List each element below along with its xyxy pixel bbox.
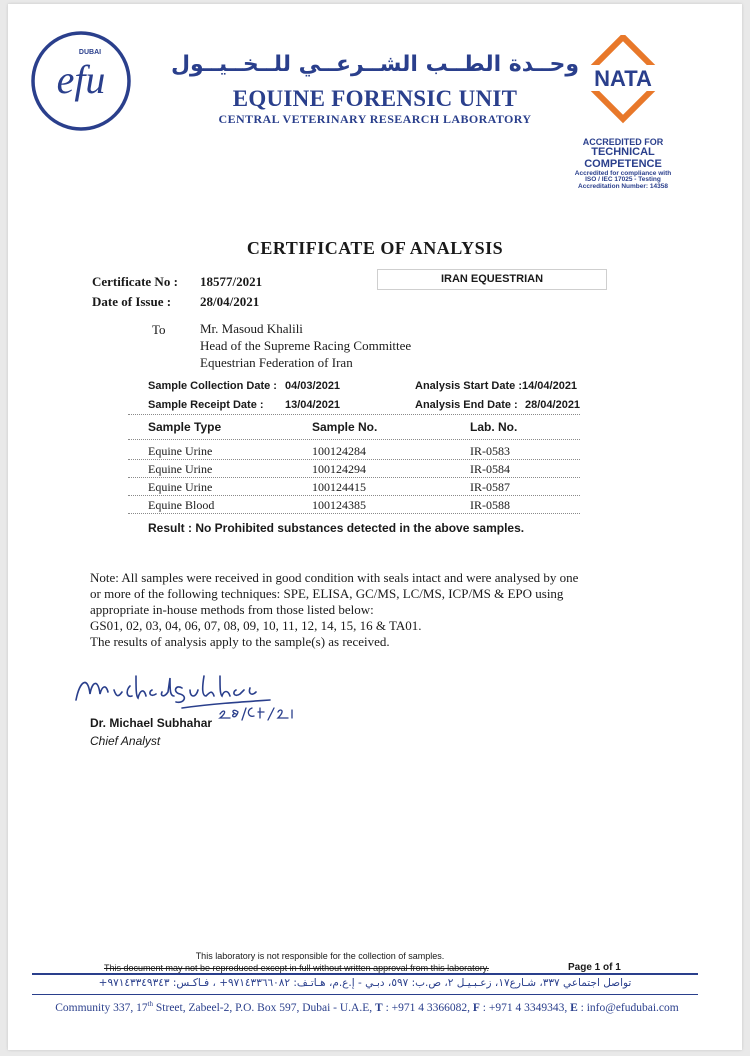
collection-date: 04/03/2021: [285, 380, 341, 392]
nata-line2: TECHNICAL: [591, 146, 655, 159]
phone-number: : +971 4 3366082,: [382, 1001, 473, 1014]
note-block: [90, 570, 650, 650]
nata-line5: ISO / IEC 17025 - Testing: [585, 176, 661, 184]
table-row-rule: [128, 459, 580, 460]
footer-rule-bottom: [32, 994, 698, 995]
note-line: The results of analysis apply to the sample(s) as received.: [90, 634, 390, 649]
footer-rule-top: [32, 973, 698, 975]
table-row-rule: [128, 477, 580, 478]
table-cell: Equine Blood: [148, 498, 215, 512]
fax-number: : +971 4 3349343,: [479, 1001, 571, 1014]
col-header-sample-no: Sample No.: [312, 420, 378, 434]
signatory-name: Dr. Michael Subhahar: [90, 716, 213, 730]
recipient-block: [200, 320, 411, 371]
recipient-title: Head of the Supreme Racing Committee: [200, 338, 412, 353]
table-cell: IR-0587: [470, 480, 510, 494]
footer-address: [0, 1000, 734, 1014]
client-box: IRAN EQUESTRIAN: [377, 269, 607, 290]
nata-line4: Accredited for compliance with: [574, 169, 672, 177]
collection-date-label: Sample Collection Date :: [148, 380, 277, 392]
signatory-role: Chief Analyst: [90, 734, 161, 748]
unit-subtitle: CENTRAL VETERINARY RESEARCH LABORATORY: [218, 112, 532, 126]
receipt-date-label: Sample Receipt Date :: [148, 399, 264, 411]
col-header-lab-no: Lab. No.: [470, 420, 518, 434]
table-cell: 100124385: [312, 498, 366, 512]
fax-label: F: [472, 1001, 480, 1014]
nata-line1: ACCREDITED FOR: [582, 137, 664, 147]
analysis-end-date: 28/04/2021: [525, 399, 581, 411]
issue-date-label: Date of Issue :: [92, 294, 172, 309]
efu-logo-tag: DUBAI: [78, 49, 102, 56]
table-bottom-rule: [128, 513, 580, 514]
table-cell: Equine Urine: [148, 444, 213, 458]
email-address: : info@efudubai.com: [577, 1001, 679, 1014]
issue-date: 28/04/2021: [200, 294, 260, 309]
recipient-org: Equestrian Federation of Iran: [200, 355, 353, 370]
email-label: E: [570, 1001, 578, 1014]
efu-logo-text: efu: [56, 57, 106, 102]
certificate-title: CERTIFICATE OF ANALYSIS: [246, 238, 504, 258]
receipt-date: 13/04/2021: [285, 399, 341, 411]
to-label: To: [152, 322, 166, 337]
table-cell: Equine Urine: [148, 480, 213, 494]
analysis-start-date: 14/04/2021: [522, 380, 578, 392]
address-pre: Community 337, 17: [55, 1001, 148, 1014]
note-line: GS01, 02, 03, 04, 06, 07, 08, 09, 10, 11, 12, 14, 15, 16 & TA01.: [90, 618, 422, 633]
note-line: or more of the following techniques: SPE, ELISA, GC/MS, LC/MS, ICP/MS & EPO using: [90, 586, 564, 601]
footer-disclaimer-1: This laboratory is not responsible for the collection of samples.: [195, 951, 445, 961]
col-header-sample-type: Sample Type: [148, 420, 222, 434]
phone-label: T: [375, 1001, 383, 1014]
result-statement: Result : No Prohibited substances detected in the above samples.: [148, 521, 525, 535]
table-top-rule: [128, 414, 580, 415]
analysis-start-label: Analysis Start Date :: [415, 380, 522, 392]
table-cell: IR-0584: [470, 462, 510, 476]
table-cell: IR-0583: [470, 444, 510, 458]
certificate-number-label: Certificate No :: [92, 274, 178, 289]
footer-disclaimer-2: This document may not be reproduced except in full without written approval from this laboratory.: [104, 963, 490, 973]
table-cell: Equine Urine: [148, 462, 213, 476]
nata-line3: COMPETENCE: [584, 157, 662, 170]
nata-logo-text: NATA: [594, 66, 652, 91]
unit-title: EQUINE FORENSIC UNIT: [232, 86, 518, 111]
page-number: Page 1 of 1: [568, 962, 621, 973]
analysis-end-label: Analysis End Date :: [415, 399, 518, 411]
table-cell: 100124284: [312, 444, 366, 458]
table-cell: 100124415: [312, 480, 366, 494]
address-mid: Street, Zabeel-2, P.O. Box 597, Dubai - U.A.E,: [153, 1001, 376, 1014]
certificate-number: 18577/2021: [200, 274, 263, 289]
nata-line6: Accreditation Number: 14358: [578, 183, 668, 191]
footer-arabic-address: تواصل اجتماعي ٣٣٧، شـارع١٧، زعـبـيـل ٢، ص.ب: ٥٩٧، دبـي - إ.ع.م، هـاتـف: ٩٧١٤٣٣٦٦٠٨٢+ ، فـاكـس: ٩٧١٤٣٣٤٩٣٤٣+: [98, 977, 632, 989]
table-cell: IR-0588: [470, 498, 510, 512]
address-sup: th: [147, 1000, 154, 1008]
arabic-title: وحــدة الطــب الشــرعــي للــخــيــول: [170, 52, 580, 77]
table-header-rule: [128, 439, 580, 440]
table-cell: 100124294: [312, 462, 366, 476]
note-line: Note: All samples were received in good condition with seals intact and were analysed by one: [90, 570, 579, 585]
nata-accreditation: [560, 138, 686, 191]
note-line: appropriate in-house methods from those listed below:: [90, 602, 374, 617]
nata-logo-icon: [580, 35, 666, 133]
recipient-name: Mr. Masoud Khalili: [200, 321, 303, 336]
table-row-rule: [128, 495, 580, 496]
